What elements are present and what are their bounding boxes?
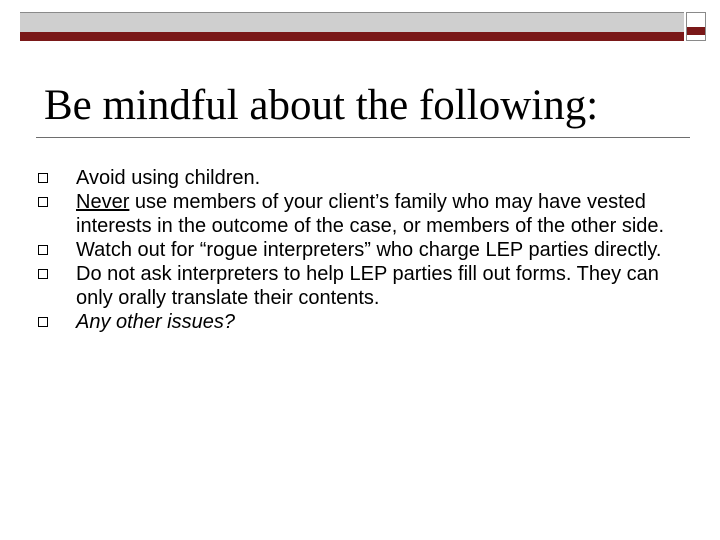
- bullet-text: Do not ask interpreters to help LEP parties fill out forms. They can only orally translate their contents.: [76, 263, 659, 309]
- list-item: [38, 190, 698, 238]
- title-divider: [36, 137, 690, 138]
- bullet-text: use members of your client’s family who may have vested interests in the outcome of the case, or members of the other side.: [76, 191, 665, 237]
- bullet-text: Avoid using children.: [76, 167, 261, 189]
- slide-title: Be mindful about the following:: [44, 82, 599, 129]
- corner-accent-stripe: [687, 27, 705, 35]
- bullet-text: Any other issues?: [76, 311, 235, 333]
- bullet-list: [38, 166, 698, 334]
- hollow-square-bullet-icon: [38, 173, 48, 183]
- hollow-square-bullet-icon: [38, 197, 48, 207]
- list-item: [38, 238, 698, 262]
- header-accent-stripe: [20, 32, 684, 41]
- corner-decoration: [686, 12, 706, 41]
- bullet-text: Watch out for “rogue interpreters” who charge LEP parties directly.: [76, 239, 662, 261]
- list-item: [38, 166, 698, 190]
- list-item: [38, 310, 698, 334]
- bullet-emphasis: Never: [76, 191, 130, 213]
- hollow-square-bullet-icon: [38, 317, 48, 327]
- hollow-square-bullet-icon: [38, 245, 48, 255]
- header-decoration-bar: [20, 12, 684, 41]
- list-item: [38, 262, 698, 310]
- hollow-square-bullet-icon: [38, 269, 48, 279]
